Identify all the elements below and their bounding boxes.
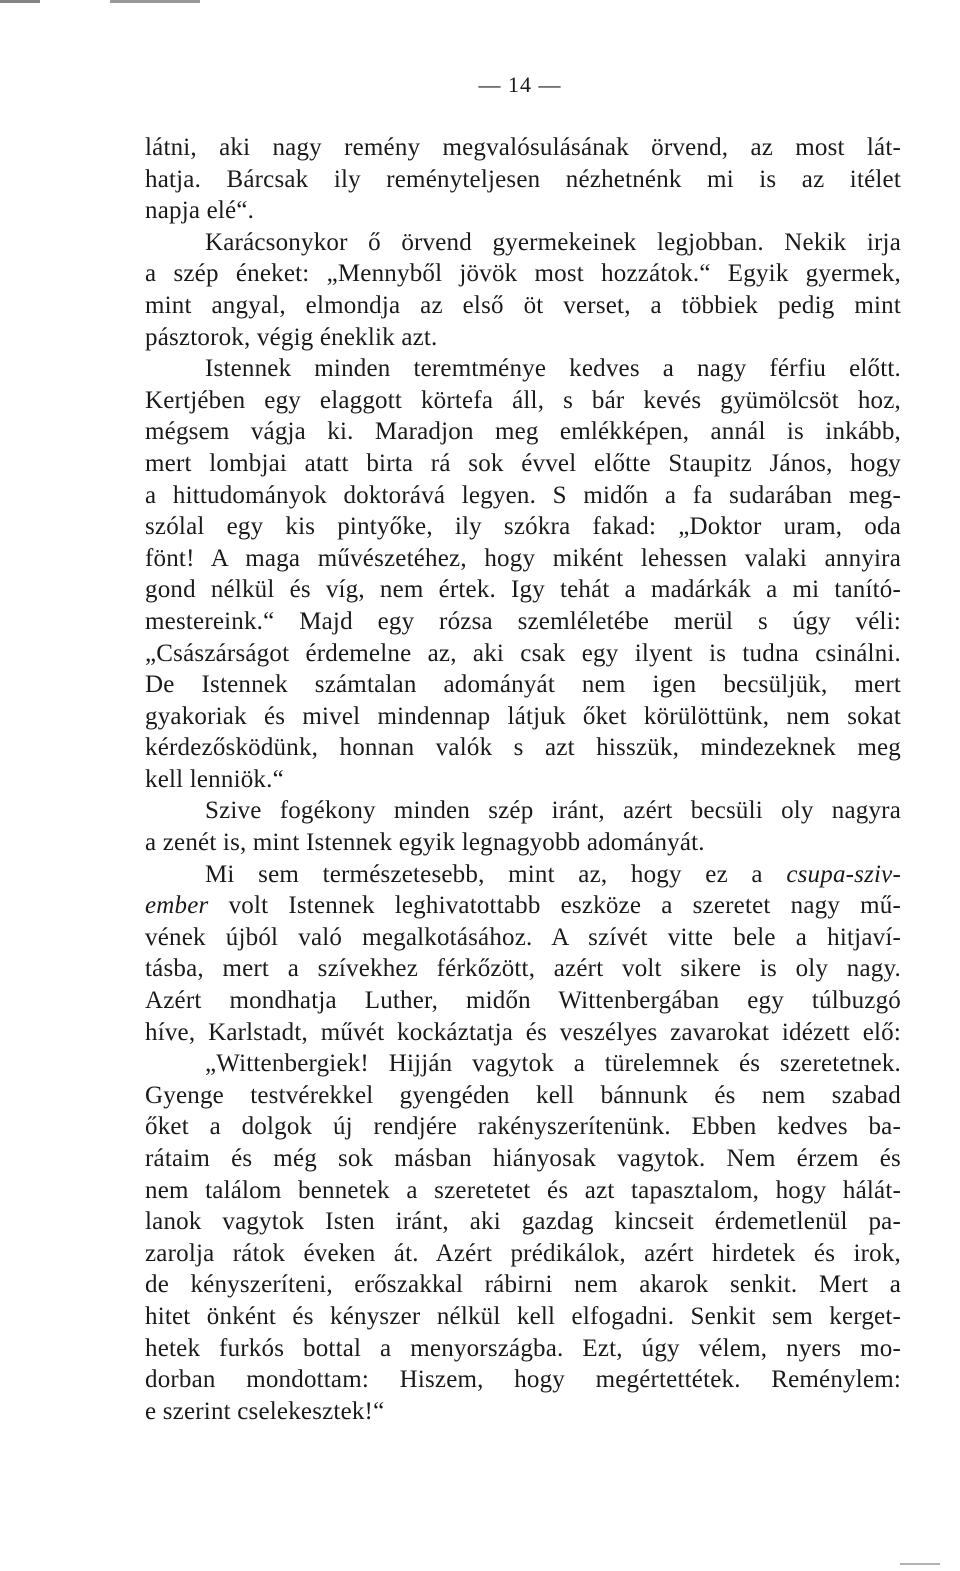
text-line: mert lombjai atatt birta rá sok évvel előtte Staupitz János, hogy: [145, 449, 901, 477]
text-line: Istennek minden teremtménye kedves a nagy férfiu előtt.: [205, 355, 901, 383]
text-line: ember volt Istennek leghivatottabb eszköze a szeretet nagy mű-: [145, 892, 901, 920]
text-line: a zenét is, mint Istennek egyik legnagyobb adományát.: [145, 829, 705, 857]
text-line: de kényszeríteni, erőszakkal rábirni nem akarok senkit. Mert a: [145, 1271, 901, 1299]
text-line: a hittudományok doktorává legyen. S midőn a fa sudarában meg-: [145, 481, 901, 509]
text-line: rátaim és még sok másban hiányosak vagytok. Nem érzem és: [145, 1145, 901, 1172]
text-line: dorban mondottam: Hiszem, hogy megértettétek. Reménylem:: [145, 1366, 901, 1394]
text-line: gond nélkül és víg, nem értek. Igy tehát a madárkák a mi tanító-: [145, 576, 901, 604]
text-line: pásztorok, végig éneklik azt.: [145, 323, 438, 351]
text-line: Mi sem természetesebb, mint az, hogy ez a csupa-sziv-: [205, 860, 901, 888]
text-line: Karácsonykor ő örvend gyermekeinek legjobban. Nekik irja: [205, 228, 901, 256]
text-line: lanok vagytok Isten iránt, aki gazdag kincseit érdemetlenül pa-: [145, 1208, 901, 1236]
text-line: őket a dolgok új rendjére rakényszerítenünk. Ebben kedves ba-: [145, 1113, 901, 1141]
text-line: nem találom bennetek a szeretetet és azt tapasztalom, hogy hálát-: [145, 1176, 901, 1204]
text-line: mestereink.“ Majd egy rózsa szemléletébe merül s úgy véli:: [145, 607, 901, 635]
text-line: híve, Karlstadt, művét kockáztatja és veszélyes zavarokat idézett elő:: [145, 1018, 901, 1046]
scan-edge-mark: [0, 0, 260, 3]
text-line: „Wittenbergiek! Hijján vagytok a türelemnek és szeretetnek.: [205, 1050, 901, 1078]
text-line: gyakoriak és mivel mindennap látjuk őket körülöttünk, nem sokat: [145, 702, 901, 730]
text-line: vének újból való megalkotásához. A szívét vitte bele a hitjaví-: [145, 923, 901, 951]
text-line: hetek furkós bottal a menyországba. Ezt, úgy vélem, nyers mo-: [145, 1334, 901, 1362]
text-line: mégsem vágja ki. Maradjon meg emlékképen, annál is inkább,: [145, 418, 901, 446]
page-body-text: [145, 132, 901, 1427]
text-line: fönt! A maga művészetéhez, hogy miként lehessen valaki annyira: [145, 544, 901, 572]
text-line: mint angyal, elmondja az első öt verset, a többiek pedig mint: [145, 291, 901, 319]
text-line: napja elé“.: [145, 197, 255, 225]
text-line: tásba, mert a szívekhez férkőzött, azért volt sikere is oly nagy.: [145, 955, 901, 983]
text-line: látni, aki nagy remény megvalósulásának örvend, az most lát-: [145, 134, 901, 161]
text-line: kell lenniök.“: [145, 765, 284, 793]
text-line: Gyenge testvérekkel gyengéden kell bánnunk és nem szabad: [145, 1081, 901, 1109]
text-line: a szép éneket: „Mennyből jövök most hozzátok.“ Egyik gyermek,: [145, 260, 901, 288]
text-line: Szive fogékony minden szép iránt, azért becsüli oly nagyra: [205, 797, 901, 825]
scan-edge-mark-bottom: [900, 1563, 940, 1565]
text-line: hitet önként és kényszer nélkül kell elfogadni. Senkit sem kerget-: [145, 1302, 901, 1330]
text-line: De Istennek számtalan adományát nem igen becsüljük, mert: [145, 671, 901, 699]
page-number: — 14 —: [478, 72, 562, 97]
text-line: „Császárságot érdemelne az, aki csak egy ilyent is tudna csinálni.: [145, 639, 901, 667]
text-line: zarolja rátok éveken át. Azért prédikálok, azért hirdetek és irok,: [145, 1239, 901, 1267]
text-line: Azért mondhatja Luther, midőn Wittenbergában egy túlbuzgó: [145, 987, 901, 1015]
text-line: e szerint cselekesztek!“: [145, 1397, 385, 1425]
text-line: szólal egy kis pintyőke, ily szókra fakad: „Doktor uram, oda: [145, 513, 901, 541]
text-line: hatja. Bárcsak ily reményteljesen nézhetnénk mi is az itélet: [145, 165, 901, 193]
text-line: Kertjében egy elaggott körtefa áll, s bár kevés gyümölcsöt hoz,: [145, 386, 901, 414]
text-line: kérdezősködünk, honnan valók s azt hisszük, mindezeknek meg: [145, 734, 901, 762]
